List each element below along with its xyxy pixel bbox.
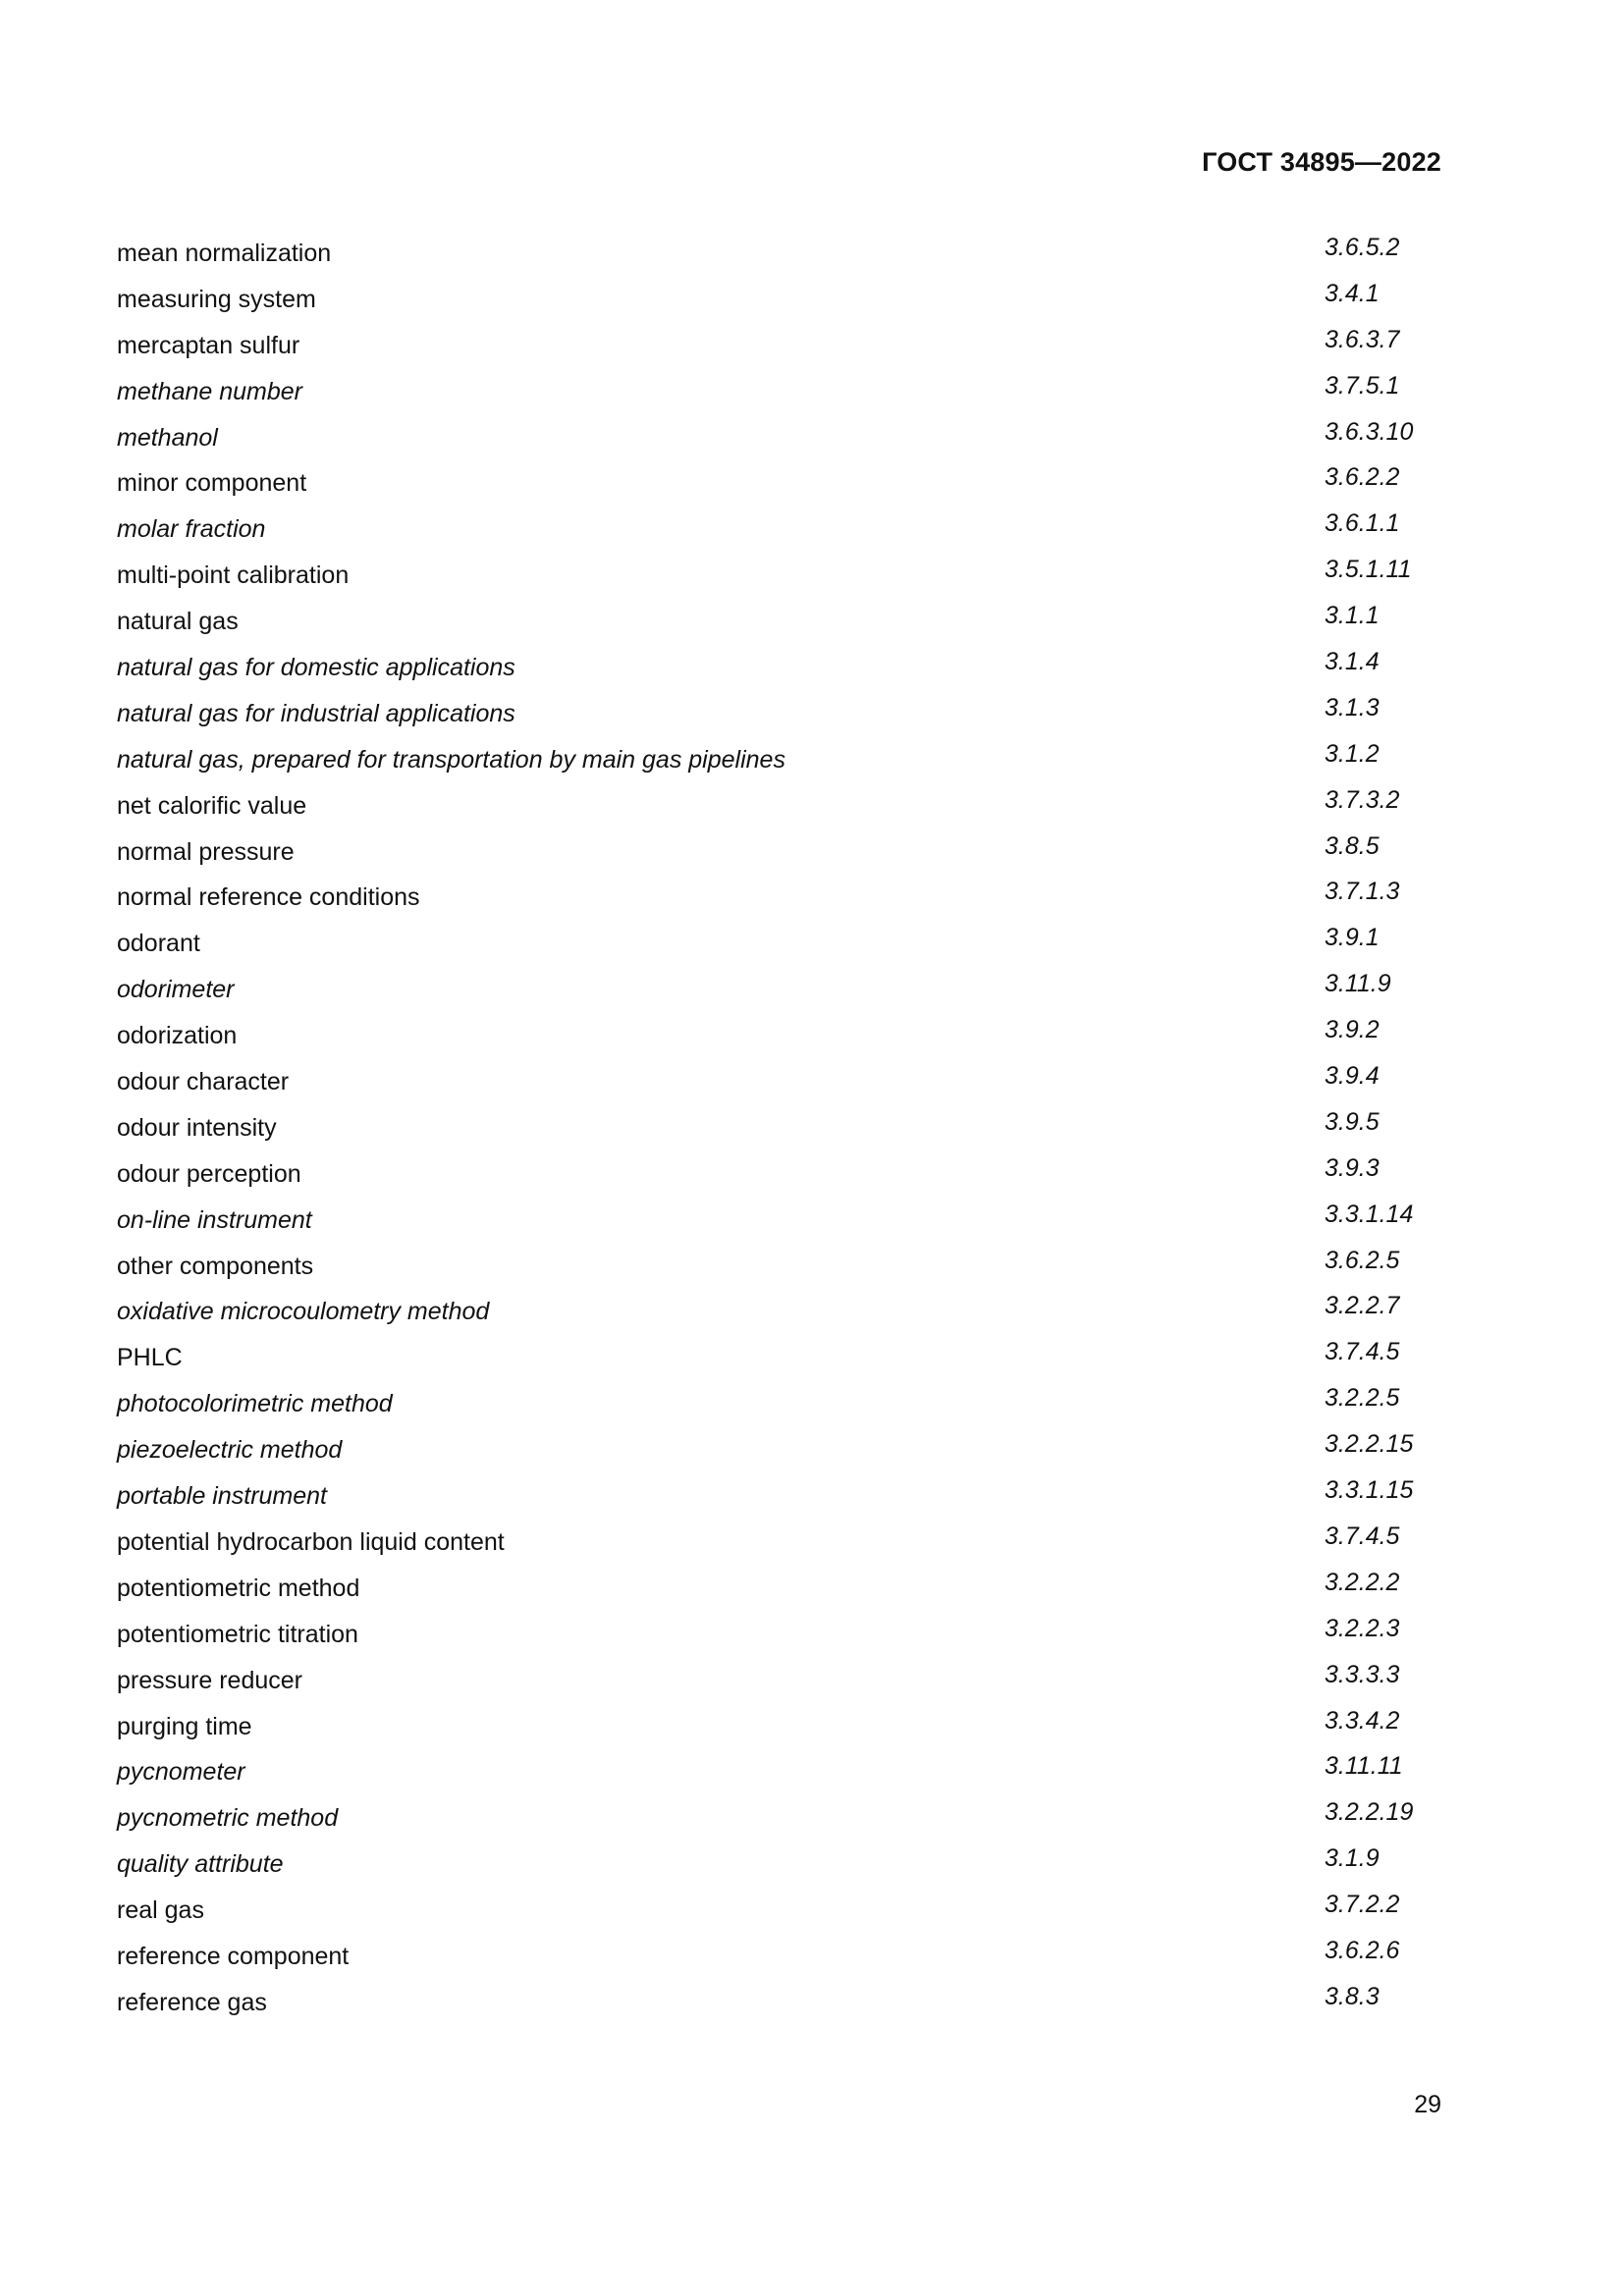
index-reference: 3.6.5.2 — [1325, 234, 1400, 261]
index-entry — [117, 740, 1442, 786]
index-reference: 3.3.1.15 — [1325, 1476, 1414, 1505]
index-term: normal pressure — [117, 837, 295, 866]
index-term: methanol — [117, 423, 218, 452]
index-reference: 3.6.1.1 — [1325, 509, 1400, 538]
index-term: piezoelectric method — [117, 1436, 343, 1465]
index-reference: 3.2.2.5 — [1325, 1384, 1400, 1413]
index-entry — [117, 1891, 1442, 1937]
index-term: pycnometer — [117, 1758, 245, 1787]
index-entry — [117, 1569, 1442, 1615]
index-term: natural gas for domestic applications — [117, 654, 515, 682]
index-term: pressure reducer — [117, 1666, 302, 1694]
index-term: measuring system — [117, 285, 316, 313]
page-number: 29 — [1414, 2091, 1441, 2118]
index-entry — [117, 1476, 1442, 1522]
index-term: odorimeter — [117, 976, 235, 1004]
index-reference: 3.6.3.10 — [1325, 417, 1414, 446]
index-term: potential hydrocarbon liquid content — [117, 1527, 505, 1556]
index-term: portable instrument — [117, 1482, 328, 1511]
index-entry — [117, 326, 1442, 372]
index-term: photocolorimetric method — [117, 1390, 393, 1418]
index-reference: 3.1.1 — [1325, 602, 1380, 630]
index-entry — [117, 280, 1442, 326]
index-term: potentiometric method — [117, 1574, 360, 1602]
index-reference: 3.6.2.2 — [1325, 463, 1400, 492]
index-reference: 3.2.2.7 — [1325, 1292, 1400, 1320]
index-entry — [117, 234, 1442, 280]
index-reference: 3.11.9 — [1325, 970, 1391, 998]
index-reference: 3.2.2.15 — [1325, 1430, 1414, 1459]
index-term: purging time — [117, 1712, 252, 1740]
index-reference: 3.3.4.2 — [1325, 1706, 1400, 1735]
index-reference: 3.11.11 — [1325, 1752, 1403, 1781]
index-term: reference gas — [117, 1988, 267, 2016]
index-entry — [117, 1430, 1442, 1476]
index-term: odour intensity — [117, 1113, 277, 1142]
index-term: natural gas, prepared for transportation by main gas pipelines — [117, 745, 785, 774]
index-term: net calorific value — [117, 791, 307, 820]
index-entry — [117, 372, 1442, 418]
index-entry — [117, 556, 1442, 602]
index-entry — [117, 648, 1442, 694]
index-entry — [117, 1384, 1442, 1430]
index-entry — [117, 1844, 1442, 1891]
index-entry — [117, 1798, 1442, 1844]
index-term: oxidative microcoulometry method — [117, 1298, 490, 1326]
index-reference: 3.3.1.14 — [1325, 1200, 1414, 1228]
index-term: pycnometric method — [117, 1804, 339, 1833]
index-term: molar fraction — [117, 515, 266, 544]
index-entry — [117, 602, 1442, 648]
index-entry — [117, 1338, 1442, 1384]
index-term: odorization — [117, 1022, 238, 1050]
index-reference: 3.1.3 — [1325, 693, 1380, 721]
index-term: methane number — [117, 377, 303, 405]
index-term: multi-point calibration — [117, 561, 350, 590]
index-entry — [117, 1062, 1442, 1108]
index-reference: 3.7.3.2 — [1325, 785, 1400, 814]
index-entry — [117, 878, 1442, 924]
index-reference: 3.1.2 — [1325, 739, 1380, 768]
index-reference: 3.3.3.3 — [1325, 1660, 1400, 1688]
index-reference: 3.8.5 — [1325, 831, 1380, 860]
index-reference: 3.9.3 — [1325, 1153, 1380, 1182]
index-term: natural gas — [117, 608, 239, 636]
index-entry — [117, 970, 1442, 1016]
index-term: natural gas for industrial applications — [117, 699, 515, 727]
index-reference: 3.9.2 — [1325, 1016, 1380, 1044]
index-term: odour perception — [117, 1159, 301, 1188]
index-term: other components — [117, 1252, 314, 1280]
index-term: normal reference conditions — [117, 883, 420, 912]
index-term: on-line instrument — [117, 1205, 312, 1234]
index-reference: 3.7.4.5 — [1325, 1338, 1400, 1366]
index-reference: 3.7.2.2 — [1325, 1891, 1400, 1919]
index-term: potentiometric titration — [117, 1620, 358, 1648]
index-reference: 3.6.2.5 — [1325, 1246, 1400, 1274]
index-entry — [117, 463, 1442, 509]
index-term: quality attribute — [117, 1850, 284, 1879]
index-reference: 3.9.5 — [1325, 1107, 1380, 1136]
term-index-list — [117, 234, 1442, 2029]
index-reference: 3.4.1 — [1325, 279, 1380, 307]
index-entry — [117, 418, 1442, 464]
index-term: odour character — [117, 1068, 290, 1096]
index-term: real gas — [117, 1896, 204, 1925]
index-entry — [117, 1247, 1442, 1293]
index-reference: 3.8.3 — [1325, 1982, 1380, 2010]
index-term: odorant — [117, 930, 200, 958]
index-reference: 3.1.4 — [1325, 648, 1380, 676]
index-entry — [117, 1201, 1442, 1247]
index-term: minor component — [117, 469, 307, 498]
index-entry — [117, 786, 1442, 832]
index-reference: 3.5.1.11 — [1325, 556, 1412, 584]
index-entry — [117, 1016, 1442, 1062]
index-term: mercaptan sulfur — [117, 331, 300, 359]
index-entry — [117, 509, 1442, 556]
index-entry — [117, 1707, 1442, 1753]
index-reference: 3.1.9 — [1325, 1844, 1380, 1873]
index-reference: 3.9.1 — [1325, 924, 1380, 952]
index-reference: 3.9.4 — [1325, 1062, 1380, 1091]
index-reference: 3.7.5.1 — [1325, 371, 1400, 400]
index-entry — [117, 832, 1442, 879]
index-reference: 3.6.2.6 — [1325, 1936, 1400, 1964]
index-entry — [117, 1752, 1442, 1798]
index-entry — [117, 1937, 1442, 1983]
index-reference: 3.7.4.5 — [1325, 1522, 1400, 1550]
index-reference: 3.2.2.19 — [1325, 1798, 1414, 1827]
index-reference: 3.2.2.2 — [1325, 1568, 1400, 1596]
index-reference: 3.6.3.7 — [1325, 325, 1400, 353]
index-entry — [117, 1661, 1442, 1707]
index-entry — [117, 1108, 1442, 1154]
index-term: PHLC — [117, 1344, 183, 1372]
index-reference: 3.7.1.3 — [1325, 878, 1400, 906]
index-entry — [117, 694, 1442, 740]
index-entry — [117, 1292, 1442, 1338]
index-term: reference component — [117, 1942, 350, 1970]
document-standard-header: ГОСТ 34895—2022 — [1202, 147, 1441, 177]
index-entry — [117, 1615, 1442, 1661]
index-entry — [117, 1983, 1442, 2029]
index-entry — [117, 1522, 1442, 1569]
index-reference: 3.2.2.3 — [1325, 1614, 1400, 1642]
index-term: mean normalization — [117, 240, 332, 267]
index-entry — [117, 924, 1442, 970]
index-entry — [117, 1154, 1442, 1201]
